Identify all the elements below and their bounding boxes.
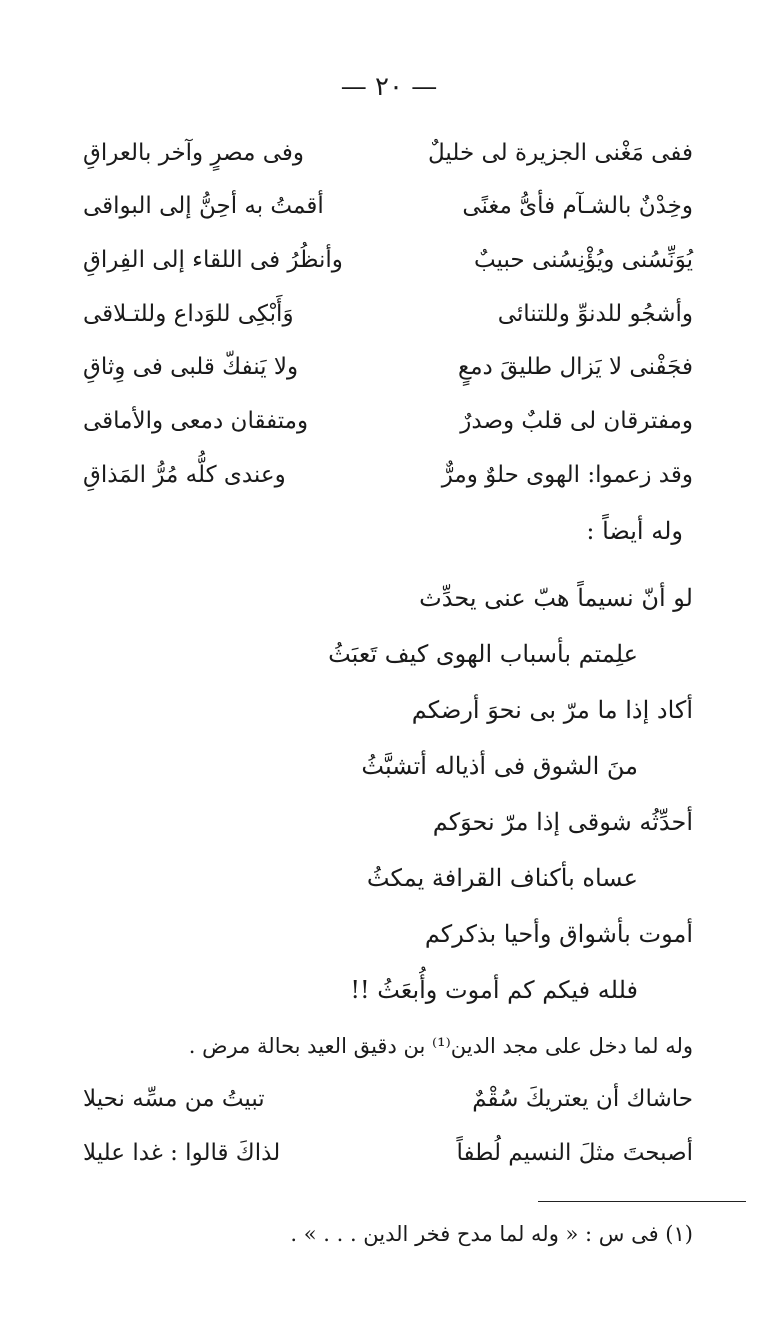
footnote-divider xyxy=(538,1201,746,1202)
verse-6-second-hemistich: ومتفقان دمعى والأماقى xyxy=(83,408,309,434)
verse-1-second-hemistich: وفى مصرٍ وآخر بالعراقِ xyxy=(83,140,305,166)
verse-7-second-hemistich: وعندى كلُّه مُرُّ المَذاقِ xyxy=(83,462,286,488)
poem2-line-7: أموت بأشواق وأحيا بذكركم xyxy=(424,920,693,948)
poem2-line-5: أحدِّثُه شوقى إذا مرّ نحوَكم xyxy=(432,808,693,836)
poem2-line-3: أكاد إذا ما مرّ بى نحوَ أرضكم xyxy=(411,696,693,724)
couplet-1-first-hemistich: حاشاك أن يعتريكَ سُقْمٌ xyxy=(472,1086,693,1112)
verse-2-first-hemistich: وخِدْنٌ بالشـآم فأىُّ مغنًى xyxy=(462,193,693,219)
verse-6 xyxy=(83,408,693,462)
page-number: — ٢٠ — xyxy=(340,72,438,102)
couplet-2-first-hemistich: أصبحتَ مثلَ النسيم لُطفاً xyxy=(456,1140,693,1166)
poem2-line-2: علِمتم بأسباب الهوى كيف تَعبَثُ xyxy=(328,640,638,668)
verse-1 xyxy=(83,140,693,194)
verse-6-first-hemistich: ومفترقان لى قلبٌ وصدرٌ xyxy=(460,408,693,434)
verse-2 xyxy=(83,193,693,247)
verse-4-second-hemistich: وَأَبْكِى للوَداع وللتـلاقى xyxy=(83,301,294,327)
section-intro-2: وله لما دخل على مجد الدين⁽¹⁾ بن دقيق العيد بحالة مرض . xyxy=(188,1034,693,1058)
couplet-1-second-hemistich: تبيتُ من مسِّه نحيلا xyxy=(83,1086,265,1112)
verse-7-first-hemistich: وقد زعموا: الهوى حلوٌ ومرٌّ xyxy=(441,462,693,488)
verse-3-second-hemistich: وأنظُرُ فى اللقاء إلى الفِراقِ xyxy=(83,247,343,273)
verse-5-second-hemistich: ولا يَنفكّ قلبى فى وِثاقِ xyxy=(83,354,299,380)
verse-1-first-hemistich: ففى مَغْنى الجزيرة لى خليلٌ xyxy=(427,140,693,166)
section-intro-1: وله أيضاً : xyxy=(586,517,683,545)
verse-4-first-hemistich: وأشجُو للدنوِّ وللتنائى xyxy=(497,301,693,327)
verse-4 xyxy=(83,301,693,355)
couplet-verse-1 xyxy=(83,1086,693,1140)
verse-3 xyxy=(83,247,693,301)
poem2-line-4: منَ الشوق فى أذياله أتشبَّثُ xyxy=(361,752,638,780)
couplet-2-second-hemistich: لذاكَ قالوا : غدا عليلا xyxy=(83,1140,281,1166)
footnote: (١) فى س : « وله لما مدح فخر الدين . . . » . xyxy=(290,1222,693,1246)
verse-5 xyxy=(83,354,693,408)
poem2-line-8: فلله فيكم كم أموت وأُبعَثُ !! xyxy=(350,976,638,1004)
poem2-line-1: لو أنّ نسيماً هبّ عنى يحدِّث xyxy=(419,584,693,612)
verse-5-first-hemistich: فجَفْنى لا يَزال طليقَ دمعٍ xyxy=(458,354,693,380)
couplet-verse-2 xyxy=(83,1140,693,1194)
verse-2-second-hemistich: أقمتُ به أحِنُّ إلى البواقى xyxy=(83,193,324,219)
verse-3-first-hemistich: يُوَنِّسُنى ويُؤْنِسُنى حبيبٌ xyxy=(473,247,693,273)
poem2-line-6: عساه بأكناف القرافة يمكثُ xyxy=(366,864,638,892)
verse-7 xyxy=(83,462,693,516)
